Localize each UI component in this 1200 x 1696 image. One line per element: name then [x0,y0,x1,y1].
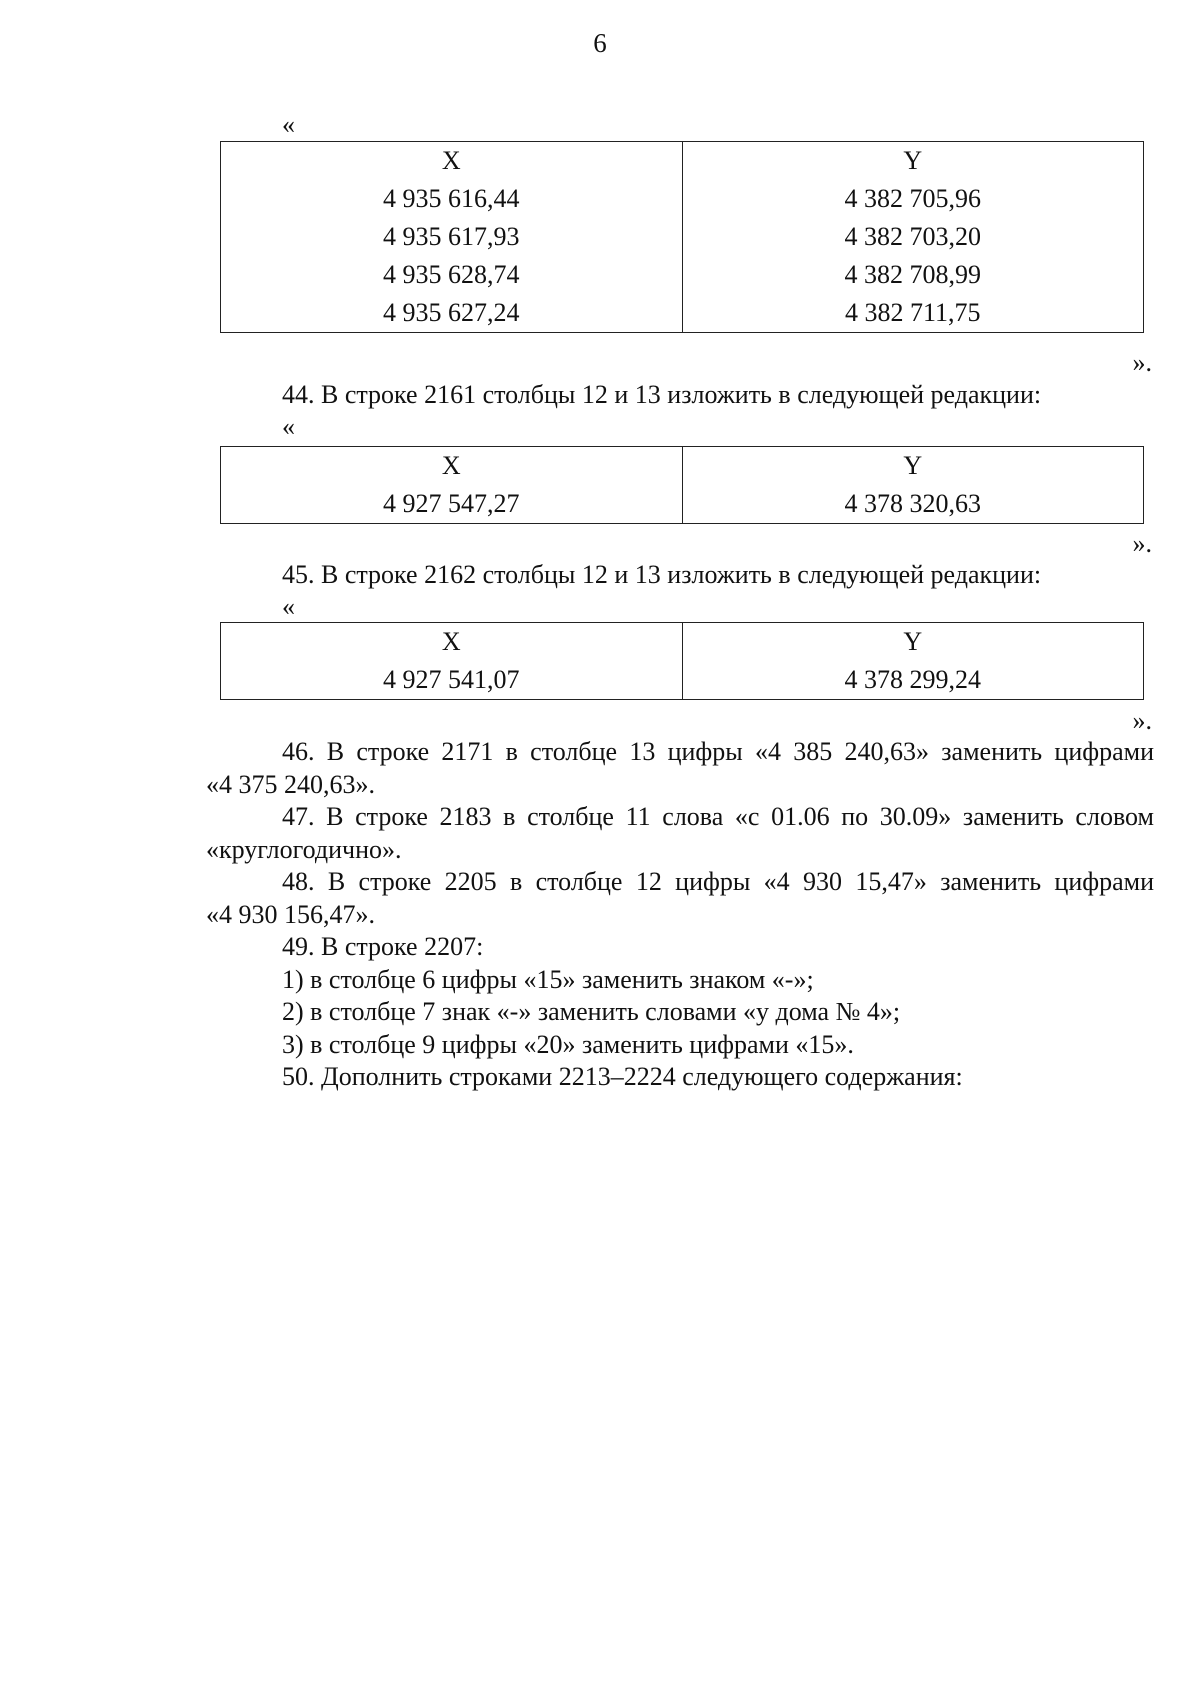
table-header-row [221,447,1144,486]
close-quote: ». [1132,706,1152,735]
cell-x: 4 935 616,44 [221,180,683,218]
table-row [221,218,1144,256]
paragraph-44: 44. В строке 2161 столбцы 12 и 13 изложить в следующей редакции: [282,380,1042,409]
header-y: Y [682,142,1144,181]
header-x: X [221,447,683,486]
header-x: X [221,623,683,662]
open-quote: « [282,412,295,441]
cell-x: 4 935 628,74 [221,256,683,294]
cell-y: 4 382 705,96 [682,180,1144,218]
paragraph-48-line-1: 48. В строке 2205 в столбце 12 цифры «4 930 15,47» заменить цифрами [282,867,1154,896]
open-quote: « [282,592,295,621]
cell-x: 4 935 627,24 [221,294,683,333]
paragraph-49-sub-2: 2) в столбце 7 знак «-» заменить словами «у дома № 4»; [282,997,901,1026]
cell-y: 4 382 711,75 [682,294,1144,333]
table-row [221,661,1144,700]
table-row [221,256,1144,294]
paragraph-49-sub-3: 3) в столбце 9 цифры «20» заменить цифрами «15». [282,1030,854,1059]
table-row [221,485,1144,524]
coordinates-table-3 [220,622,1144,700]
cell-y: 4 378 299,24 [682,661,1144,700]
coordinates-table-2 [220,446,1144,524]
paragraph-45: 45. В строке 2162 столбцы 12 и 13 изложить в следующей редакции: [282,560,1042,589]
header-x: X [221,142,683,181]
coordinates-table-1 [220,141,1144,333]
open-quote: « [282,110,295,139]
paragraph-47-line-2: «круглогодично». [206,835,402,864]
paragraph-46-line-1: 46. В строке 2171 в столбце 13 цифры «4 385 240,63» заменить цифрами [282,737,1154,766]
cell-y: 4 382 703,20 [682,218,1144,256]
cell-x: 4 935 617,93 [221,218,683,256]
paragraph-49-sub-1: 1) в столбце 6 цифры «15» заменить знаком «-»; [282,965,814,994]
cell-x: 4 927 547,27 [221,485,683,524]
paragraph-48-line-2: «4 930 156,47». [206,900,375,929]
table-header-row [221,142,1144,181]
paragraph-49-title: 49. В строке 2207: [282,932,484,961]
header-y: Y [682,447,1144,486]
paragraph-50: 50. Дополнить строками 2213–2224 следующего содержания: [282,1062,963,1091]
page-number: 6 [593,28,607,58]
cell-y: 4 378 320,63 [682,485,1144,524]
table-header-row [221,623,1144,662]
table-row [221,180,1144,218]
close-quote: ». [1132,348,1152,377]
table-row [221,294,1144,333]
cell-x: 4 927 541,07 [221,661,683,700]
header-y: Y [682,623,1144,662]
paragraph-46-line-2: «4 375 240,63». [206,770,375,799]
cell-y: 4 382 708,99 [682,256,1144,294]
close-quote: ». [1132,529,1152,558]
paragraph-47-line-1: 47. В строке 2183 в столбце 11 слова «с 01.06 по 30.09» заменить словом [282,802,1154,831]
